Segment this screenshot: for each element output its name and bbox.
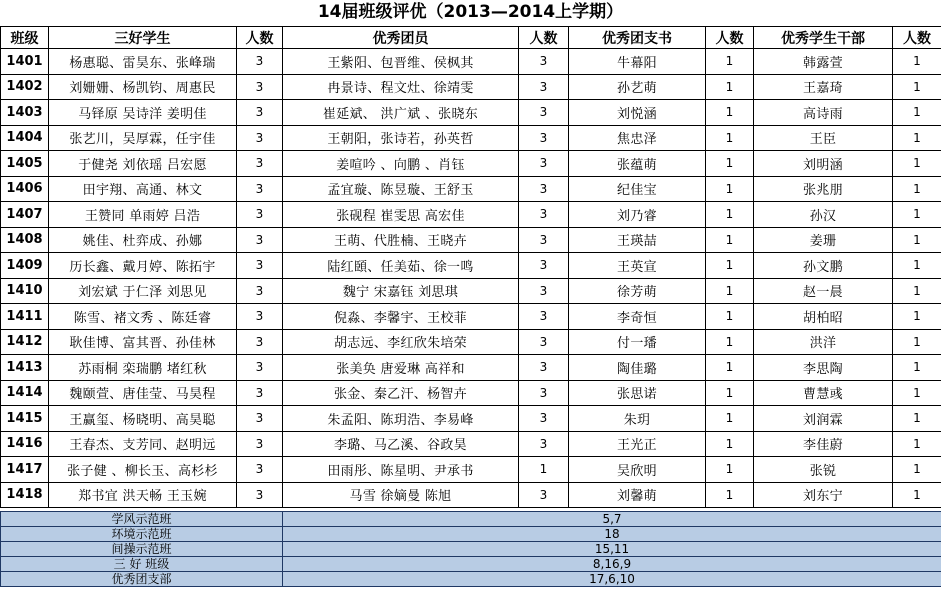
cell-count[interactable]: 1: [706, 227, 754, 253]
cell-count[interactable]: 1: [893, 100, 941, 126]
cell-league-members[interactable]: 李璐、马乙溪、谷政昊: [283, 431, 519, 457]
cell-count[interactable]: 3: [237, 304, 283, 330]
cell-count[interactable]: 1: [893, 482, 941, 508]
cell-count[interactable]: 3: [519, 202, 569, 228]
cell-merit-students[interactable]: 于健尧 刘依瑶 吕宏愿: [49, 151, 237, 177]
cell-count[interactable]: 1: [706, 100, 754, 126]
header-count[interactable]: 人数: [519, 27, 569, 49]
cell-student-cadre[interactable]: 韩露萱: [754, 49, 893, 75]
cell-class[interactable]: 1409: [1, 253, 49, 279]
cell-merit-students[interactable]: 魏颐萱、唐佳莹、马昊程: [49, 380, 237, 406]
cell-student-cadre[interactable]: 胡柏昭: [754, 304, 893, 330]
cell-count[interactable]: 1: [893, 304, 941, 330]
cell-student-cadre[interactable]: 高诗雨: [754, 100, 893, 126]
cell-count[interactable]: 3: [237, 431, 283, 457]
cell-count[interactable]: 3: [519, 74, 569, 100]
header-count[interactable]: 人数: [706, 27, 754, 49]
cell-student-cadre[interactable]: 王臣: [754, 125, 893, 151]
summary-value[interactable]: 5,7: [283, 512, 941, 527]
cell-merit-students[interactable]: 杨惠聪、雷昊东、张峰瑞: [49, 49, 237, 75]
cell-count[interactable]: 3: [519, 253, 569, 279]
cell-count[interactable]: 3: [237, 406, 283, 432]
cell-count[interactable]: 3: [237, 329, 283, 355]
cell-student-cadre[interactable]: 姜珊: [754, 227, 893, 253]
cell-count[interactable]: 3: [237, 49, 283, 75]
cell-count[interactable]: 1: [893, 431, 941, 457]
table-row: [1, 253, 941, 279]
header-row: [1, 27, 941, 49]
table-row: [1, 125, 941, 151]
cell-branch-secretary[interactable]: 王英宣: [569, 253, 706, 279]
cell-branch-secretary[interactable]: 王瑛喆: [569, 227, 706, 253]
cell-merit-students[interactable]: 马铎原 吴诗洋 姜明佳: [49, 100, 237, 126]
cell-league-members[interactable]: 崔延斌、 洪广斌 、张晓东: [283, 100, 519, 126]
cell-count[interactable]: 1: [893, 253, 941, 279]
cell-count[interactable]: 3: [519, 304, 569, 330]
cell-count[interactable]: 1: [706, 125, 754, 151]
cell-league-members[interactable]: 张美奂 唐爱琳 高祥和: [283, 355, 519, 381]
cell-branch-secretary[interactable]: 焦忠泽: [569, 125, 706, 151]
cell-count[interactable]: 3: [519, 406, 569, 432]
table-row: [1, 355, 941, 381]
summary-label[interactable]: 三 好 班级: [1, 557, 283, 572]
table-row: [1, 457, 941, 483]
summary-row: [1, 557, 941, 572]
summary-row: [1, 512, 941, 527]
cell-count[interactable]: 1: [706, 151, 754, 177]
table-row: [1, 431, 941, 457]
cell-league-members[interactable]: 张砚程 崔雯思 高宏佳: [283, 202, 519, 228]
cell-count[interactable]: 3: [519, 278, 569, 304]
cell-count[interactable]: 3: [237, 457, 283, 483]
cell-count[interactable]: 3: [237, 125, 283, 151]
cell-class[interactable]: 1415: [1, 406, 49, 432]
cell-league-members[interactable]: 马雪 徐嫡曼 陈旭: [283, 482, 519, 508]
cell-student-cadre[interactable]: 曹慧彧: [754, 380, 893, 406]
cell-count[interactable]: 1: [893, 457, 941, 483]
cell-count[interactable]: 1: [893, 49, 941, 75]
cell-count[interactable]: 3: [237, 278, 283, 304]
cell-student-cadre[interactable]: 李思陶: [754, 355, 893, 381]
cell-count[interactable]: 3: [519, 176, 569, 202]
cell-branch-secretary[interactable]: 吴欣明: [569, 457, 706, 483]
table-row: [1, 100, 941, 126]
summary-label[interactable]: 优秀团支部: [1, 572, 283, 587]
cell-count[interactable]: 3: [519, 380, 569, 406]
cell-merit-students[interactable]: 王赢玺、杨晓明、高昊聪: [49, 406, 237, 432]
cell-count[interactable]: 1: [893, 176, 941, 202]
cell-count[interactable]: 1: [706, 176, 754, 202]
cell-student-cadre[interactable]: 李佳蔚: [754, 431, 893, 457]
cell-student-cadre[interactable]: 张锐: [754, 457, 893, 483]
header-league-members[interactable]: 优秀团员: [283, 27, 519, 49]
cell-branch-secretary[interactable]: 刘悦涵: [569, 100, 706, 126]
cell-count[interactable]: 3: [519, 151, 569, 177]
summary-label[interactable]: 间操示范班: [1, 542, 283, 557]
table-row: [1, 151, 941, 177]
cell-count[interactable]: 3: [519, 482, 569, 508]
cell-student-cadre[interactable]: 刘明涵: [754, 151, 893, 177]
cell-count[interactable]: 3: [237, 176, 283, 202]
cell-count[interactable]: 1: [893, 380, 941, 406]
table-row: [1, 278, 941, 304]
cell-count[interactable]: 3: [519, 355, 569, 381]
cell-merit-students[interactable]: 王赞同 单雨婷 吕浩: [49, 202, 237, 228]
cell-student-cadre[interactable]: 张兆朋: [754, 176, 893, 202]
summary-table: [0, 511, 941, 587]
cell-league-members[interactable]: 王紫阳、包晋维、侯枫其: [283, 49, 519, 75]
cell-merit-students[interactable]: 历长鑫、戴月婷、陈拓宇: [49, 253, 237, 279]
header-merit-students[interactable]: 三好学生: [49, 27, 237, 49]
header-student-cadre[interactable]: 优秀学生干部: [754, 27, 893, 49]
cell-count[interactable]: 3: [519, 49, 569, 75]
table-row: [1, 406, 941, 432]
cell-merit-students[interactable]: 张子健 、柳长玉、高杉杉: [49, 457, 237, 483]
cell-student-cadre[interactable]: 孙文鹏: [754, 253, 893, 279]
cell-merit-students[interactable]: 王春杰、支芳同、赵明远: [49, 431, 237, 457]
cell-branch-secretary[interactable]: 纪佳宝: [569, 176, 706, 202]
cell-class[interactable]: 1411: [1, 304, 49, 330]
cell-count[interactable]: 1: [706, 202, 754, 228]
cell-count[interactable]: 1: [893, 329, 941, 355]
summary-row: [1, 572, 941, 587]
cell-league-members[interactable]: 王萌、代胜楠、王晓卉: [283, 227, 519, 253]
cell-branch-secretary[interactable]: 王光正: [569, 431, 706, 457]
cell-class[interactable]: 1413: [1, 355, 49, 381]
cell-league-members[interactable]: 冉景诗、程文灶、徐靖雯: [283, 74, 519, 100]
cell-student-cadre[interactable]: 王嘉琦: [754, 74, 893, 100]
cell-league-members[interactable]: 王朝阳，张诗若，孙英哲: [283, 125, 519, 151]
cell-student-cadre[interactable]: 刘东宁: [754, 482, 893, 508]
cell-student-cadre[interactable]: 洪洋: [754, 329, 893, 355]
cell-count[interactable]: 1: [706, 278, 754, 304]
cell-branch-secretary[interactable]: 孙艺萌: [569, 74, 706, 100]
header-count[interactable]: 人数: [237, 27, 283, 49]
summary-value[interactable]: 18: [283, 527, 941, 542]
cell-count[interactable]: 1: [706, 431, 754, 457]
cell-count[interactable]: 3: [237, 253, 283, 279]
cell-merit-students[interactable]: 刘姗姗、杨凯钧、周惠民: [49, 74, 237, 100]
header-class[interactable]: 班级: [1, 27, 49, 49]
cell-count[interactable]: 3: [519, 227, 569, 253]
cell-count[interactable]: 1: [706, 304, 754, 330]
table-row: [1, 329, 941, 355]
cell-class[interactable]: 1405: [1, 151, 49, 177]
cell-count[interactable]: 1: [706, 406, 754, 432]
cell-count[interactable]: 3: [237, 151, 283, 177]
table-row: [1, 482, 941, 508]
cell-count[interactable]: 1: [893, 355, 941, 381]
cell-student-cadre[interactable]: 赵一晨: [754, 278, 893, 304]
summary-label[interactable]: 学风示范班: [1, 512, 283, 527]
cell-merit-students[interactable]: 陈雪、褚文秀 、陈廷睿: [49, 304, 237, 330]
cell-league-members[interactable]: 张金、秦乙汗、杨智卉: [283, 380, 519, 406]
cell-count[interactable]: 1: [893, 227, 941, 253]
header-branch-secretary[interactable]: 优秀团支书: [569, 27, 706, 49]
cell-branch-secretary[interactable]: 陶佳璐: [569, 355, 706, 381]
cell-count[interactable]: 3: [519, 100, 569, 126]
summary-value[interactable]: 8,16,9: [283, 557, 941, 572]
cell-count[interactable]: 1: [706, 49, 754, 75]
summary-value[interactable]: 15,11: [283, 542, 941, 557]
cell-merit-students[interactable]: 郑书宜 洪天畅 王玉婉: [49, 482, 237, 508]
cell-count[interactable]: 1: [519, 457, 569, 483]
cell-league-members[interactable]: 陆红頣、任美茹、徐一鸣: [283, 253, 519, 279]
awards-table: [0, 26, 941, 508]
cell-count[interactable]: 1: [706, 74, 754, 100]
cell-count[interactable]: 1: [706, 380, 754, 406]
cell-count[interactable]: 1: [893, 74, 941, 100]
cell-count[interactable]: 1: [706, 253, 754, 279]
cell-class[interactable]: 1403: [1, 100, 49, 126]
summary-row: [1, 542, 941, 557]
table-row: [1, 74, 941, 100]
cell-student-cadre[interactable]: 孙汉: [754, 202, 893, 228]
cell-count[interactable]: 1: [893, 406, 941, 432]
cell-merit-students[interactable]: 张艺川，吴厚霖，任宇佳: [49, 125, 237, 151]
cell-class[interactable]: 1406: [1, 176, 49, 202]
header-count[interactable]: 人数: [893, 27, 941, 49]
cell-league-members[interactable]: 魏宁 宋嘉钰 刘思琪: [283, 278, 519, 304]
cell-count[interactable]: 3: [519, 431, 569, 457]
cell-class[interactable]: 1404: [1, 125, 49, 151]
cell-class[interactable]: 1410: [1, 278, 49, 304]
cell-league-members[interactable]: 朱孟阳、陈玥浩、李易峰: [283, 406, 519, 432]
cell-class[interactable]: 1402: [1, 74, 49, 100]
cell-branch-secretary[interactable]: 牛幕阳: [569, 49, 706, 75]
table-row: [1, 202, 941, 228]
cell-count[interactable]: 3: [519, 125, 569, 151]
cell-class[interactable]: 1407: [1, 202, 49, 228]
summary-label[interactable]: 环境示范班: [1, 527, 283, 542]
cell-count[interactable]: 3: [519, 329, 569, 355]
cell-league-members[interactable]: 孟宜璇、陈昱璇、王舒玉: [283, 176, 519, 202]
table-row: [1, 176, 941, 202]
cell-merit-students[interactable]: 姚佳、杜弈成、孙娜: [49, 227, 237, 253]
cell-league-members[interactable]: 倪淼、李馨宇、王校菲: [283, 304, 519, 330]
cell-merit-students[interactable]: 田宇翔、高通、林文: [49, 176, 237, 202]
cell-count[interactable]: 3: [237, 74, 283, 100]
cell-branch-secretary[interactable]: 刘乃睿: [569, 202, 706, 228]
cell-class[interactable]: 1417: [1, 457, 49, 483]
cell-count[interactable]: 3: [237, 355, 283, 381]
cell-count[interactable]: 3: [237, 100, 283, 126]
summary-row: [1, 527, 941, 542]
cell-branch-secretary[interactable]: 刘馨萌: [569, 482, 706, 508]
cell-class[interactable]: 1418: [1, 482, 49, 508]
cell-branch-secretary[interactable]: 徐芳萌: [569, 278, 706, 304]
cell-count[interactable]: 3: [237, 227, 283, 253]
cell-merit-students[interactable]: 苏雨桐 栾瑞鹏 堵红秋: [49, 355, 237, 381]
cell-branch-secretary[interactable]: 张蕴萌: [569, 151, 706, 177]
cell-branch-secretary[interactable]: 李奇恒: [569, 304, 706, 330]
summary-value[interactable]: 17,6,10: [283, 572, 941, 587]
table-row: [1, 227, 941, 253]
cell-count[interactable]: 3: [237, 482, 283, 508]
cell-merit-students[interactable]: 耿佳博、富其晋、孙佳林: [49, 329, 237, 355]
cell-count[interactable]: 1: [893, 202, 941, 228]
cell-class[interactable]: 1408: [1, 227, 49, 253]
cell-class[interactable]: 1414: [1, 380, 49, 406]
cell-league-members[interactable]: 姜喧吟 、向鹏 、肖钰: [283, 151, 519, 177]
cell-league-members[interactable]: 胡志远、李红欣朱培荣: [283, 329, 519, 355]
cell-count[interactable]: 1: [706, 482, 754, 508]
cell-class[interactable]: 1401: [1, 49, 49, 75]
cell-count[interactable]: 1: [893, 125, 941, 151]
table-row: [1, 380, 941, 406]
cell-student-cadre[interactable]: 刘润霖: [754, 406, 893, 432]
table-row: [1, 49, 941, 75]
cell-count[interactable]: 1: [706, 329, 754, 355]
cell-count[interactable]: 1: [893, 278, 941, 304]
cell-count[interactable]: 3: [237, 380, 283, 406]
cell-merit-students[interactable]: 刘宏斌 于仁泽 刘思见: [49, 278, 237, 304]
cell-count[interactable]: 3: [237, 202, 283, 228]
cell-count[interactable]: 1: [893, 151, 941, 177]
cell-branch-secretary[interactable]: 张思诺: [569, 380, 706, 406]
cell-branch-secretary[interactable]: 付一璠: [569, 329, 706, 355]
cell-class[interactable]: 1416: [1, 431, 49, 457]
sheet-title: 14届班级评优（2013—2014上学期）: [317, 2, 624, 22]
cell-class[interactable]: 1412: [1, 329, 49, 355]
cell-league-members[interactable]: 田雨彤、陈星明、尹承书: [283, 457, 519, 483]
cell-count[interactable]: 1: [706, 355, 754, 381]
cell-branch-secretary[interactable]: 朱玥: [569, 406, 706, 432]
table-row: [1, 304, 941, 330]
cell-count[interactable]: 1: [706, 457, 754, 483]
